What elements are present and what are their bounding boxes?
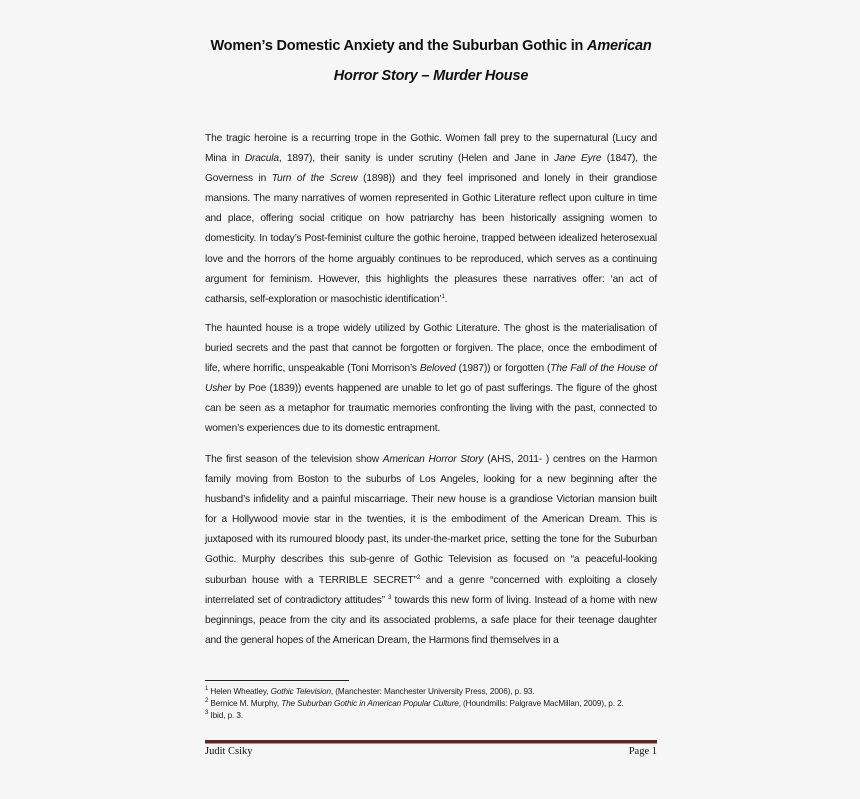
text-run: Helen Wheatley, xyxy=(208,687,271,696)
text-run: . xyxy=(444,293,448,305)
text-run: by Poe (1839)) events happened are unable to let go of past sufferings. The figure of the ghost can be seen as a metaphor for traumatic memories confronting the living with the past, connected to women’s experiences due to its domestic entrapment. xyxy=(205,383,657,435)
text-run: The first season of the television show xyxy=(205,454,383,465)
footnote-separator xyxy=(205,680,349,681)
italic-text: The Fall of the House of Usher xyxy=(205,363,657,395)
footnote-3 xyxy=(205,710,657,722)
italic-text: Gothic Television xyxy=(270,687,331,696)
footnote-ref: 2 xyxy=(205,698,209,704)
text-run: , (Houndmills: Palgrave MacMillan, 2009), p. 2. xyxy=(458,699,624,708)
italic-text: The Suburban Gothic in American Popular Culture xyxy=(281,699,459,708)
text-run: The haunted house is a trope widely utilized by Gothic Literature. The ghost is the materialisation of buried secrets and the past that cannot be forgotten or forgiven. The place, once the embodiment of life, where horrific, unspeakable (Toni Morrison’s xyxy=(205,323,657,375)
text-run: , (Manchester: Manchester University Press, 2006), p. 93. xyxy=(330,687,535,696)
italic-text: Beloved xyxy=(419,363,456,375)
text-run: (1847), the Governess in xyxy=(205,153,657,185)
text-run: (1898)) and they feel imprisoned and lonely in their grandiose mansions. The many narratives of women represented in Gothic Literature reflect upon culture in time and place, offering social critique on how patriarchy has been historically assigning women to domesticity. In today’s Post-feminist culture the gothic heroine, trapped between idealized heterosexual love and the horrors of the home arguably continues to be reproduced, which serves as a continuing argument for feminism. However, this highlights the pleasures these narratives offer: ‘an act of catharsis, self-exploration or masochistic identification’ xyxy=(205,173,658,305)
footnote-ref: 2 xyxy=(416,574,421,581)
text-run: (1987)) or forgotten ( xyxy=(455,363,551,375)
text-run: , 1897), their sanity is under scrutiny (Helen and Jane in xyxy=(278,153,555,165)
footnotes xyxy=(205,686,657,722)
footnote-ref: 1 xyxy=(441,293,445,300)
italic-text: Turn of the Screw xyxy=(271,173,358,185)
text-run: Bernice M. Murphy, xyxy=(208,699,282,708)
title-plain: Women’s Domestic Anxiety and the Suburban Gothic in xyxy=(210,38,588,54)
footnote-1 xyxy=(205,686,657,698)
document-title-line-1 xyxy=(205,38,657,54)
footnote-ref: 3 xyxy=(205,710,209,716)
paragraph-1 xyxy=(205,129,657,310)
footnote-ref: 3 xyxy=(388,594,392,601)
text-run: towards this new form of living. Instead of a home with new beginnings, peace from the city and its associated problems, a safe place for their teenage daughter and the general hopes of the American Dream, the Harmons find themselves in a xyxy=(205,594,658,646)
italic-text: Jane Eyre xyxy=(554,153,602,165)
text-run: Ibid, p. 3. xyxy=(208,711,244,720)
text-run: The tragic heroine is a recurring trope in the Gothic. Women fall prey to the supernatural (Lucy and Mina in xyxy=(205,133,657,165)
paragraph-2 xyxy=(205,319,657,440)
document-title-line-2: Horror Story – Murder House xyxy=(333,68,529,84)
footer-author: Judit Csiky xyxy=(205,746,253,757)
footer-rule xyxy=(205,740,657,744)
text-run: and a genre “concerned with exploiting a closely interrelated set of contradictory attitudes” xyxy=(205,574,657,606)
footnote-2 xyxy=(205,698,657,710)
footer-page-number: Page 1 xyxy=(628,746,657,757)
italic-text: American Horror Story xyxy=(382,454,484,465)
text-run: (AHS, 2011- ) centres on the Harmon family moving from Boston to the suburbs of Los Angeles, looking for a new beginning after the husband’s infidelity and a painful miscarriage. Their new house is a grandiose Victorian mansion built for a Hollywood movie star in the twenties, it is the embodiment of the American Dream. This is juxtaposed with its rumoured bloody past, its under-the-market price, setting the tone for the Suburban Gothic. Murphy describes this sub-genre of Gothic Television as focused on “a peaceful-looking suburban house with a TERRIBLE SECRET” xyxy=(205,454,657,586)
footnote-ref: 1 xyxy=(205,686,209,692)
title-italic: American xyxy=(587,38,652,54)
italic-text: Dracula xyxy=(244,153,279,165)
paragraph-3 xyxy=(205,450,657,651)
